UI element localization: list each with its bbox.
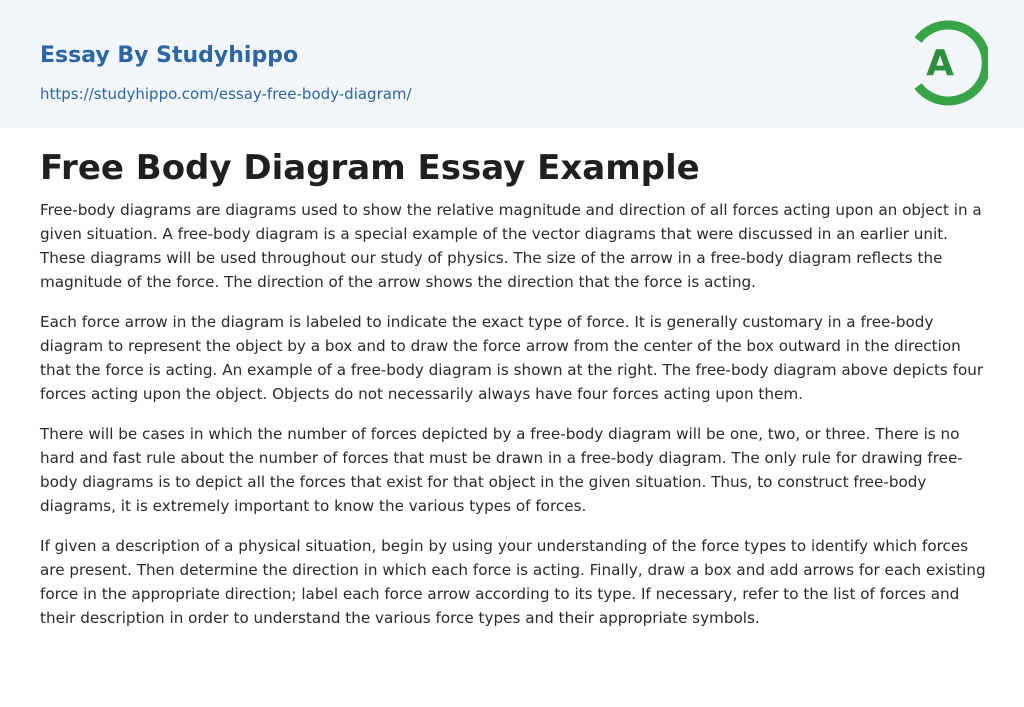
studyhippo-logo-icon[interactable] bbox=[910, 18, 988, 108]
article-title: Free Body Diagram Essay Example bbox=[40, 148, 700, 188]
logo-letter: A bbox=[926, 43, 954, 84]
article-content bbox=[40, 144, 990, 646]
site-brand-link[interactable]: Essay By Studyhippo bbox=[40, 43, 299, 68]
article-paragraph-3: There will be cases in which the number of forces depicted by a free-body diagram will be one, two, or three. There is no hard and fast rule about the number of forces that must be drawn in a free-body diagram. The only rule for drawing free-body diagrams is to depict all the forces that exist for that object in the given situation. Thus, to construct free-body diagrams, it is extremely important to know the various types of forces. bbox=[40, 425, 963, 515]
article-paragraph-2: Each force arrow in the diagram is labeled to indicate the exact type of force. It is generally customary in a free-body diagram to represent the object by a box and to draw the force arrow from the center of the box outward in the direction that the force is acting. An example of a free-body diagram is shown at the right. The free-body diagram above depicts four forces acting upon the object. Objects do not necessarily always have four forces acting upon them. bbox=[40, 313, 984, 403]
site-header bbox=[0, 0, 1024, 128]
article-paragraph-1: Free-body diagrams are diagrams used to show the relative magnitude and direction of all forces acting upon an object in a given situation. A free-body diagram is a special example of the vector diagrams that were discussed in an earlier unit. These diagrams will be used throughout our study of physics. The size of the arrow in a free-body diagram reflects the magnitude of the force. The direction of the arrow shows the direction that the force is acting. bbox=[40, 201, 982, 291]
article-paragraph-4: If given a description of a physical situation, begin by using your understanding of the force types to identify which forces are present. Then determine the direction in which each force is acting. Finally, draw a box and add arrows for each existing force in the appropriate direction; label each force arrow according to its type. If necessary, refer to the list of forces and their description in order to understand the various force types and their appropriate symbols. bbox=[40, 537, 986, 627]
page-url-link[interactable]: https://studyhippo.com/essay-free-body-diagram/ bbox=[40, 85, 412, 103]
